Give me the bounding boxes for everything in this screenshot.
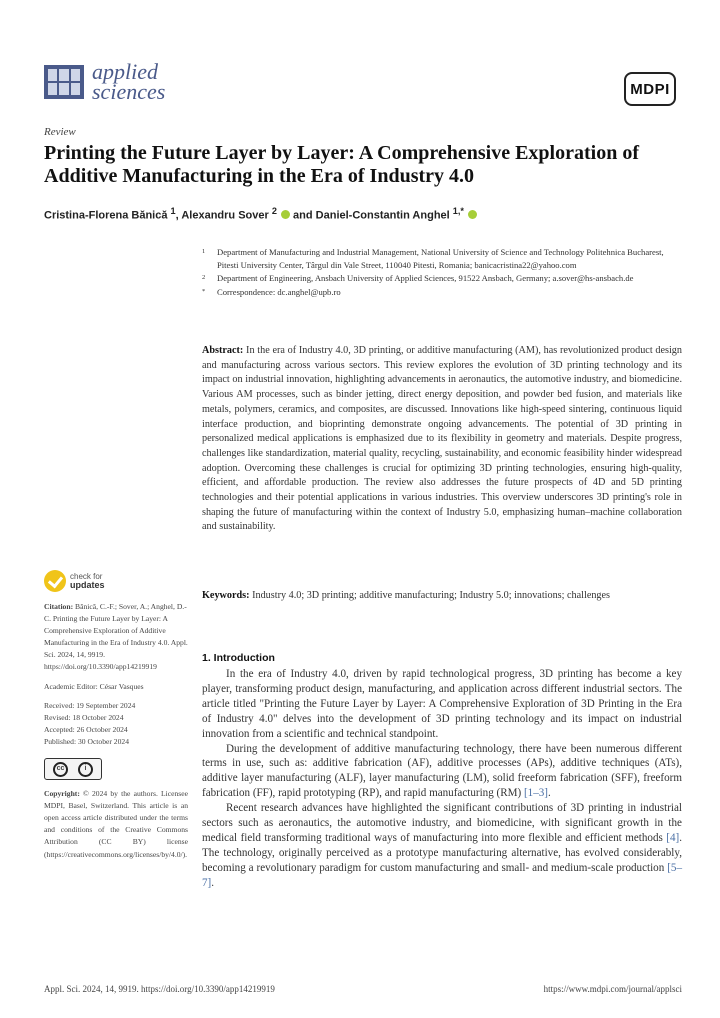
journal-name-line1: applied	[92, 59, 158, 84]
affiliation-text: Department of Engineering, Ansbach University of Applied Sciences, 91522 Ansbach, Germany; a.sover@hs-ansbach.de	[217, 273, 634, 284]
journal-logo	[44, 59, 166, 104]
citation	[44, 601, 188, 674]
article-title: Printing the Future Layer by Layer: A Comprehensive Exploration of Additive Manufacturing in the Era of Industry 4.0	[44, 142, 639, 187]
author-separator: and	[290, 209, 316, 222]
orcid-icon[interactable]	[281, 210, 290, 219]
date-revised: Revised: 18 October 2024	[44, 712, 124, 722]
abstract-text: In the era of Industry 4.0, 3D printing, or additive manufacturing (AM), has revolutionized product design and manufacturing across various sectors. This review explores the evolution of 3D printing technology and its impact on industrial innovation, highlighting advancements in aeronautics, the automotive industry, and biomedicine. Various AM processes, such as binder jetting, direct energy deposition, and powder bed fusion, and materials like metals, polymers, ceramics, and composites, are discussed. Innovations like high-speed sintering, continuous liquid interface production, and bioprinting demonstrate ongoing advancements. The potential of 3D printing in personalized medical applications is emphasized due to its flexibility in geometry and materials. Despite progress, challenges like standardization, material quality, recycling, sustainability, and economic feasibility hinder widespread adoption. Overcoming these challenges is crucial for optimizing 3D printing technologies, ensuring high-quality, efficient, and affordable production. The review also addresses the future prospects of 4D and 5D printing technologies and their potential applications in various industries. This overview underscores 3D printing's role in shaping the future of manufacturing within the context of Industry 5.0, emphasizing human–machine collaboration and sustainability.	[202, 345, 682, 533]
journal-name	[92, 59, 166, 104]
footer-citation[interactable]: Appl. Sci. 2024, 14, 9919. https://doi.org/10.3390/app14219919	[44, 984, 275, 994]
article-type: Review	[44, 126, 76, 138]
author-name[interactable]: Alexandru Sover	[181, 209, 269, 222]
author-name[interactable]: Daniel-Constantin Anghel	[315, 209, 450, 222]
paragraph-text: .	[548, 787, 551, 800]
citation-text: Bănică, C.-F.; Sover, A.; Anghel, D.-C. Printing the Future Layer by Layer: A Comprehensive Exploration of Additive Manufacturing in the Era of Industry 4.0. Appl. Sci. 2024, 14, 9919. https://doi.org/10.3390/app14219919	[44, 602, 188, 672]
footer-journal-url[interactable]: https://www.mdpi.com/journal/applsci	[543, 984, 682, 994]
journal-logo-icon	[44, 65, 84, 99]
cc-by-license-badge[interactable]	[44, 758, 102, 780]
academic-editor: Academic Editor: César Vasques	[44, 681, 144, 691]
check-updates-line2: updates	[70, 580, 105, 590]
citation-link[interactable]: [5–7]	[202, 861, 682, 889]
keywords	[202, 589, 682, 603]
article-info-sidebar	[44, 601, 188, 868]
introduction-body	[202, 667, 682, 891]
paragraph-text: During the development of additive manufacturing technology, there have been numerous different terms in use, such as: additive fabrication (AF), additive processes (APs), additive techniques (ATs), additive layer manufacturing (ALF), layer manufacturing (LM), solid freeform fabrication (SFF), freeform fabrication (FF), rapid prototyping (RP), and rapid manufacturing (RM)	[202, 742, 682, 800]
copyright-text: © 2024 by the authors. Licensee MDPI, Basel, Switzerland. This article is an open access article distributed under the terms and conditions of the Creative Commons Attribution (CC BY) license (https://creativecommons.org/licenses/by/4.0/).	[44, 789, 188, 859]
correspondence-text: Correspondence: dc.anghel@upb.ro	[217, 286, 341, 297]
paragraph-text: . The technology, originally perceived as a prototype manufacturing alternative, has evolved considerably, becoming a revolutionary paradigm for custom manufacturing and small- and medium-scale production	[202, 831, 682, 874]
author-name[interactable]: Cristina-Florena Bănică	[44, 209, 168, 222]
author-affiliation-ref: 2	[271, 206, 277, 216]
paragraph-text: Recent research advances have highlighted the significant contributions of 3D printing in industrial sectors such as aeronautics, the automotive industry, and biomedicine, with significant growth in the medical field transforming traditional ways of manufacturing into more flexible and efficient methods	[202, 802, 682, 844]
publisher-logo: MDPI	[624, 72, 676, 106]
affiliation-number: 2	[202, 274, 206, 282]
citation-label: Citation:	[44, 602, 74, 611]
author-affiliation-ref: 1	[170, 206, 176, 216]
keywords-label: Keywords:	[202, 590, 250, 601]
cc-icon: cc	[53, 762, 68, 777]
check-updates-icon	[44, 570, 66, 592]
affiliation-number: 1	[202, 248, 206, 255]
article-dates	[44, 700, 188, 748]
section-heading: 1. Introduction	[202, 652, 275, 664]
check-updates-line1: check for	[70, 572, 103, 581]
author-list	[44, 206, 477, 222]
citation-link[interactable]: [4]	[666, 831, 680, 844]
affiliation-item	[202, 246, 682, 271]
affiliation-text: Department of Manufacturing and Industrial Management, National University of Science and Technology Politehnica Bucharest, Pitesti University Center, Târgul din Vale Street, 110040 Pitesti, Romania; banicacristina22@yahoo.com	[217, 247, 664, 270]
check-for-updates-button[interactable]	[44, 570, 105, 592]
affiliation-item	[202, 286, 682, 299]
affiliation-item	[202, 272, 682, 285]
affiliations	[202, 246, 682, 299]
keywords-text: Industry 4.0; 3D printing; additive manufacturing; Industry 5.0; innovations; challenges	[252, 590, 611, 601]
copyright-label: Copyright:	[44, 789, 80, 799]
date-published: Published: 30 October 2024	[44, 736, 129, 746]
attribution-icon: i	[78, 762, 93, 777]
abstract	[202, 344, 682, 535]
affiliation-number: *	[202, 287, 206, 295]
journal-name-line2: sciences	[92, 79, 166, 104]
orcid-icon[interactable]	[468, 210, 477, 219]
author-affiliation-ref: 1,*	[452, 206, 464, 216]
citation-link[interactable]: [1–3]	[523, 787, 548, 800]
abstract-label: Abstract:	[202, 345, 244, 356]
paragraph	[202, 801, 682, 890]
author-separator: ,	[175, 209, 182, 222]
date-received: Received: 19 September 2024	[44, 700, 136, 710]
paragraph-text: .	[211, 876, 215, 889]
paragraph: In the era of Industry 4.0, driven by rapid technological progress, 3D printing has become a key player, transforming product design, manufacturing, and application across different industrial sectors. The article titled "Printing the Future Layer by Layer: A Comprehensive Exploration of 3D Printing in the Era of Industry 4.0" delves into the development of 3D printing technology and its impact on industrial innovation from a scientific and technical standpoint.	[202, 668, 682, 740]
paragraph	[202, 742, 682, 802]
date-accepted: Accepted: 26 October 2024	[44, 724, 128, 734]
check-updates-label	[70, 572, 105, 590]
copyright	[44, 788, 188, 861]
